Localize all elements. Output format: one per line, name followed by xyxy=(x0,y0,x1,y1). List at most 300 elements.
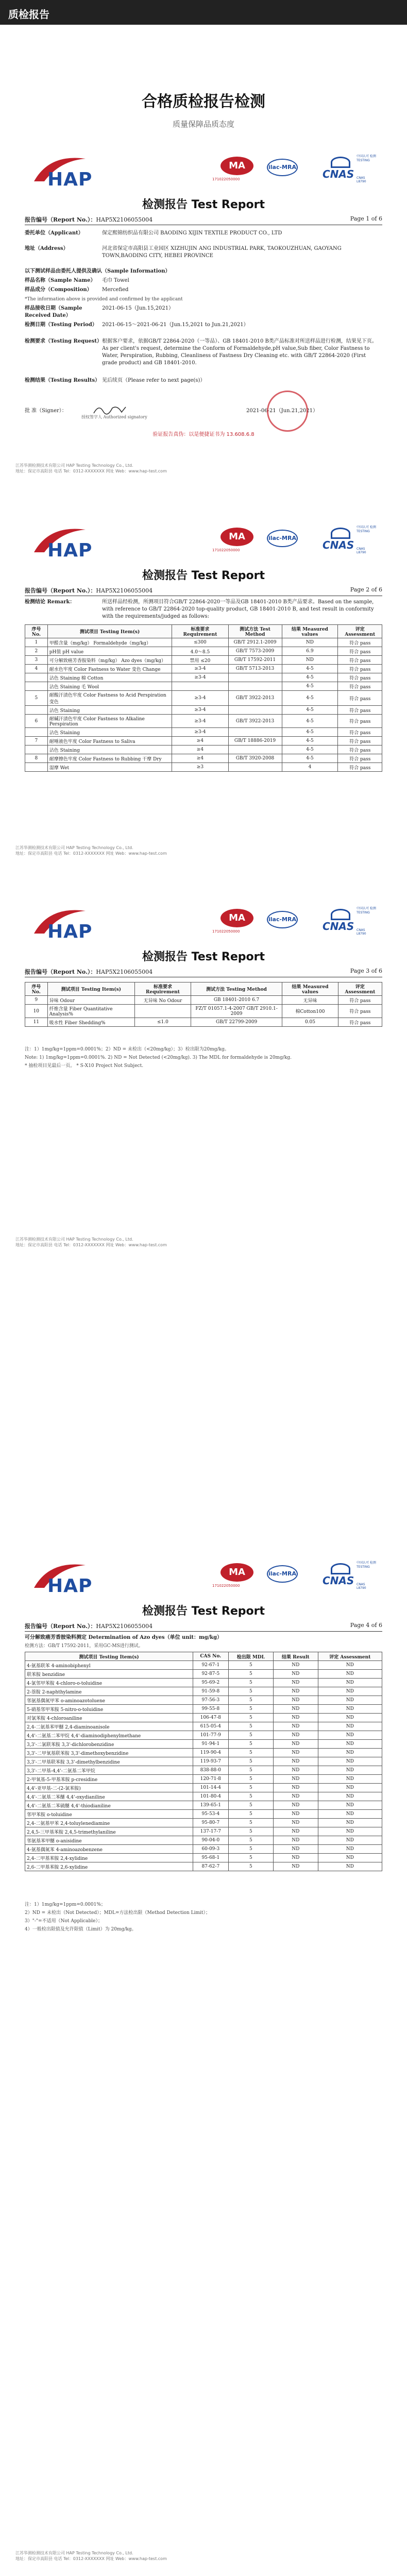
ma-logo: MA xyxy=(221,909,253,927)
table-row xyxy=(25,1801,382,1810)
table-cell: 4-5 xyxy=(282,682,338,691)
table-row xyxy=(25,737,382,745)
table-cell: 耐水色牢度 Color Fastness to Water 变色 Change xyxy=(47,665,172,673)
table-cell: ND xyxy=(318,1792,382,1801)
page-footer-1: 江苏华测检测技术有限公司 HAP Testing Technology Co., Ltd. 地址：保定市高阳县 电话 Tel：0312-XXXXXXX 网址 Web：www.hap-test.com xyxy=(15,463,167,473)
table-cell: 棉Cotton100 xyxy=(282,1005,338,1018)
table-cell: 5 xyxy=(228,1714,273,1722)
logo-row: HAP MA 171022050000 ilac-MRA CNAS 中国认可 检测 TESTING CNAS L8790 xyxy=(25,902,385,943)
table-cell: 符合 pass xyxy=(338,1018,382,1027)
table-cell: 3 xyxy=(25,656,48,665)
table-cell: ≤1.0 xyxy=(135,1018,191,1027)
hap-logo-text: HAP xyxy=(47,169,93,190)
table-cell: 吸水性 Fiber Shedding% xyxy=(47,1018,135,1027)
table-cell: ND xyxy=(318,1731,382,1740)
table-cell: 6.9 xyxy=(282,647,338,656)
table-cell: ND xyxy=(274,1819,318,1827)
table-row xyxy=(25,763,382,772)
cnas-logo xyxy=(313,155,376,183)
table-cell: ND xyxy=(274,1827,318,1836)
table-cell: 90-04-0 xyxy=(193,1836,229,1845)
note-line: Note: 1) 1mg/kg=1ppm=0.0001%. 2) ND = Not Detected (<20mg/kg). 3) The MDL for formaldehyde is 20mg/kg. xyxy=(25,1055,292,1060)
table-cell xyxy=(228,673,282,682)
table-row xyxy=(25,1705,382,1714)
table-cell: 2,6-二甲基苯胺 2,6-xylidine xyxy=(25,1862,193,1871)
table-header-cell: 测试项目 Testing Item(s) xyxy=(47,625,172,638)
table-cell: FZ/T 01057.1-4-2007 GB/T 2910.1-2009 xyxy=(191,1005,282,1018)
table-cell: 5 xyxy=(228,1661,273,1670)
table-cell xyxy=(172,682,228,691)
hap-logo: HAP xyxy=(29,1560,91,1593)
table-cell: ND xyxy=(274,1836,318,1845)
table-cell: 4-5 xyxy=(282,691,338,706)
logo-row: HAP MA 171022050000 ilac-MRA CNAS 中国认可 检测 TESTING CNAS L8790 xyxy=(25,520,385,562)
results-table-cont xyxy=(25,982,382,1027)
table-cell: 2,4-二氨基甲苯 2,4-toluylenediamine xyxy=(25,1819,193,1827)
table-cell xyxy=(228,763,282,772)
table-cell: 2,4,5-三甲基苯胺 2,4,5-trimethylaniline xyxy=(25,1827,193,1836)
table-row xyxy=(25,1862,382,1871)
table-row xyxy=(25,715,382,728)
table-cell: 11 xyxy=(25,1018,48,1027)
table-cell: ND xyxy=(274,1749,318,1757)
table-header-cell: 结果 Measured values xyxy=(282,982,338,996)
method-line: 检测方法：GB/T 17592-2011，采用GC-MS进行测试。 xyxy=(25,1643,143,1649)
table-cell: 95-80-7 xyxy=(193,1819,229,1827)
table-cell xyxy=(228,728,282,737)
azo-table xyxy=(25,1652,382,1871)
report-number: 报告编号（Report No.）：HAP5X2106055004 xyxy=(25,969,153,975)
logo-row xyxy=(25,149,385,191)
report-number: 报告编号（Report No.）：HAP5X2106055004 xyxy=(25,1623,153,1630)
table-row xyxy=(25,1687,382,1696)
table-cell: 5 xyxy=(228,1722,273,1731)
table-cell: 4,4'-亚甲基-二-(2-氯苯胺) xyxy=(25,1784,193,1792)
table-cell: ND xyxy=(318,1670,382,1679)
table-cell: 异味 Odour xyxy=(47,996,135,1005)
table-cell: 符合 pass xyxy=(338,763,382,772)
table-cell: ≥3-4 xyxy=(172,673,228,682)
table-header-cell: 测试项目 Testing Item(s) xyxy=(25,1652,193,1661)
table-cell: 92-67-1 xyxy=(193,1661,229,1670)
report-number: 报告编号（Report No.）：HAP5X2106055004 xyxy=(25,587,153,594)
table-row xyxy=(25,1661,382,1670)
table-cell: 符合 pass xyxy=(338,647,382,656)
table-cell: 5 xyxy=(228,1801,273,1810)
table-cell xyxy=(228,745,282,754)
report-title: 检测报告 Test Report xyxy=(142,951,265,963)
table-cell: 3,3'-二氯联苯胺 3,3'-dichlorobenzidine xyxy=(25,1740,193,1749)
table-cell: GB/T 3922-2013 xyxy=(228,715,282,728)
table-cell: 1 xyxy=(25,638,48,647)
table-cell: 5-硝基邻甲苯胺 5-nitro-o-toluidine xyxy=(25,1705,193,1714)
table-cell: ND xyxy=(274,1731,318,1740)
table-cell: 沾色 Staining 毛 Wool xyxy=(47,682,172,691)
signer-title: 授权签字人 Authorized signatory xyxy=(81,415,147,419)
table-cell: 5 xyxy=(228,1731,273,1740)
table-cell: 符合 pass xyxy=(338,691,382,706)
table-cell: ND xyxy=(274,1687,318,1696)
table-cell: 符合 pass xyxy=(338,754,382,763)
table-cell: ND xyxy=(318,1714,382,1722)
table-cell: 沾色 Staining xyxy=(47,728,172,737)
table-cell: 2-甲氧基-5-甲基苯胺 p-cresidine xyxy=(25,1775,193,1784)
table-cell: 邻氨基偶氮甲苯 o-aminoazotoluene xyxy=(25,1696,193,1705)
table-cell: 101-80-4 xyxy=(193,1792,229,1801)
report-page-2 xyxy=(9,515,398,845)
table-cell: 符合 pass xyxy=(338,1005,382,1018)
table-cell: 耐碱汗渍色牢度 Color Fastness to Alkaline Perspiration xyxy=(47,715,172,728)
table-cell: 沾色 Staining xyxy=(47,745,172,754)
seal-stamp xyxy=(267,391,308,432)
section-title: 可分解致癌芳香胺染料测定 Determination of Azo dyes（单位 unit：mg/kg） xyxy=(25,1635,223,1640)
table-row xyxy=(25,656,382,665)
table-row xyxy=(25,1784,382,1792)
table-cell: GB 18401-2010 6.7 xyxy=(191,996,282,1005)
table-cell: 615-05-4 xyxy=(193,1722,229,1731)
table-row xyxy=(25,1696,382,1705)
ilac-logo: ilac-MRA xyxy=(267,911,298,928)
table-cell xyxy=(25,682,48,691)
table-cell: 5 xyxy=(228,1827,273,1836)
table-cell: ND xyxy=(318,1775,382,1784)
table-cell xyxy=(135,1005,191,1018)
table-cell: 101-14-4 xyxy=(193,1784,229,1792)
table-cell: 5 xyxy=(228,1679,273,1687)
table-cell: 0.05 xyxy=(282,1018,338,1027)
note-line: 3）"-"=不适用（Not Applicable）； xyxy=(25,1919,103,1924)
table-cell: 邻氨基苯甲醚 o-anisidine xyxy=(25,1836,193,1845)
table-cell: 92-87-5 xyxy=(193,1670,229,1679)
table-cell: GB/T 2912.1-2009 xyxy=(228,638,282,647)
cnas-arc-icon xyxy=(331,909,350,920)
table-cell: ≥3 xyxy=(172,763,228,772)
table-row xyxy=(25,1792,382,1801)
table-cell: 4-5 xyxy=(282,673,338,682)
table-cell: ND xyxy=(274,1766,318,1775)
table-row xyxy=(25,691,382,706)
table-row xyxy=(25,1854,382,1862)
table-cell: 2 xyxy=(25,647,48,656)
table-row xyxy=(25,1819,382,1827)
table-cell: ND xyxy=(274,1714,318,1722)
table-cell: 97-56-3 xyxy=(193,1696,229,1705)
table-cell: 符合 pass xyxy=(338,728,382,737)
table-cell xyxy=(25,728,48,737)
page-number: Page 4 of 6 xyxy=(350,1622,382,1629)
logo-row: HAP MA 171022050000 ilac-MRA CNAS 中国认可 检测 TESTING CNAS L8790 xyxy=(25,1556,385,1597)
table-cell xyxy=(25,706,48,715)
report-page-4 xyxy=(9,1551,398,2092)
table-cell: 5 xyxy=(228,1854,273,1862)
table-cell: 5 xyxy=(25,691,48,706)
note-line: 注：1）1mg/kg=1ppm=0.0001%； xyxy=(25,1902,106,1907)
table-cell: 2-萘胺 2-naphthylamine xyxy=(25,1687,193,1696)
table-cell: ND xyxy=(274,1792,318,1801)
table-cell: 4-5 xyxy=(282,665,338,673)
table-cell: 符合 pass xyxy=(338,682,382,691)
table-cell: 5 xyxy=(228,1705,273,1714)
table-cell: 91-59-8 xyxy=(193,1687,229,1696)
kv-testing-results: 检测结果（Testing Results） 见后续页（Please refer to next page(s)） xyxy=(25,378,206,383)
cnas-logo: CNAS 中国认可 检测 TESTING CNAS L8790 xyxy=(323,907,376,936)
kv-address: 地址（Address） 河北省保定市高阳县工业园区 XIZHUJIN ANG INDUSTRIAL PARK, TAOKOUZHUAN, GAOYANG TOWN,BAODING CITY, HEBEI PROVINCE xyxy=(25,246,342,259)
note-line: 2）ND = 未检出（Not Detected）；MDL=方法检出限（Method Detection Limit）； xyxy=(25,1910,211,1916)
divider xyxy=(25,1631,382,1632)
table-row xyxy=(25,1749,382,1757)
table-cell: 5 xyxy=(228,1792,273,1801)
table-cell: 2,4-二甲基苯胺 2,4-xylidine xyxy=(25,1854,193,1862)
table-cell: ≤300 xyxy=(172,638,228,647)
cnas-side-text: 中国认可 检测 TESTING xyxy=(357,155,376,162)
table-cell: 5 xyxy=(228,1749,273,1757)
table-row xyxy=(25,754,382,763)
table-cell: 3,3'-二甲基联苯胺 3,3'-dimethylbenzidine xyxy=(25,1757,193,1766)
table-cell: 6 xyxy=(25,715,48,728)
table-cell: 符合 pass xyxy=(338,638,382,647)
table-cell: 4-氨基联苯 4-aminobiphenyl xyxy=(25,1661,193,1670)
table-cell: 87-62-7 xyxy=(193,1862,229,1871)
table-cell: ND xyxy=(318,1705,382,1714)
table-cell: 4-5 xyxy=(282,754,338,763)
table-cell: ND xyxy=(282,656,338,665)
table-header-row xyxy=(25,1652,382,1661)
cnas-logo-text: CNAS xyxy=(323,168,354,180)
table-cell xyxy=(228,706,282,715)
page-number: Page 2 of 6 xyxy=(350,586,382,593)
table-cell: 119-93-7 xyxy=(193,1757,229,1766)
table-cell: 联苯胺 benzidine xyxy=(25,1670,193,1679)
report-title: 检测报告 Test Report xyxy=(142,569,265,582)
table-cell: 耐唾液色牢度 Color Fastness to Saliva xyxy=(47,737,172,745)
table-cell xyxy=(25,673,48,682)
table-cell: 119-90-4 xyxy=(193,1749,229,1757)
table-header-row xyxy=(25,982,382,996)
table-cell: pH值 pH value xyxy=(47,647,172,656)
table-header-cell: CAS No. xyxy=(193,1652,229,1661)
table-cell: 纤维含量 Fiber Quantitative Analysis% xyxy=(47,1005,135,1018)
note-line: * 抽检项目见最后一页。 * S-X10 Project Not Subject. xyxy=(25,1063,144,1069)
table-header-cell: 检出限 MDL xyxy=(228,1652,273,1661)
table-cell: ND xyxy=(274,1801,318,1810)
table-cell: 4.0～8.5 xyxy=(172,647,228,656)
table-cell: 120-71-8 xyxy=(193,1775,229,1784)
table-cell: 5 xyxy=(228,1757,273,1766)
table-cell: ND xyxy=(318,1766,382,1775)
page-footer-2: 江苏华测检测技术有限公司 HAP Testing Technology Co., Ltd. 地址：保定市高阳县 电话 Tel：0312-XXXXXXX 网址 Web：www.hap-test.com xyxy=(15,845,167,856)
table-cell: ND xyxy=(274,1722,318,1731)
table-cell: 5 xyxy=(228,1740,273,1749)
table-cell: ND xyxy=(274,1810,318,1819)
table-row xyxy=(25,638,382,647)
note-line: 注：1）1mg/kg=1ppm=0.0001%；2）ND = 未检出（<20mg/kg）；3）检出限为20mg/kg。 xyxy=(25,1047,229,1052)
note-line: 4）一般检出限值及允许限值（Limit）为 20mg/kg。 xyxy=(25,1927,137,1932)
ilac-logo: ilac-MRA xyxy=(267,530,298,547)
table-header-cell: 结果 Measured values xyxy=(282,625,338,638)
table-row xyxy=(25,1670,382,1679)
report-page-3 xyxy=(9,896,398,1185)
table-cell: 4-5 xyxy=(282,737,338,745)
kv-note: *The information above is provided and confirmed by the applicant xyxy=(25,297,183,302)
table-cell: 10 xyxy=(25,1005,48,1018)
table-cell: 5 xyxy=(228,1845,273,1854)
table-cell: 3,3'-二甲基-4,4'-二氨基二苯甲烷 xyxy=(25,1766,193,1775)
table-row xyxy=(25,1775,382,1784)
table-row xyxy=(25,1836,382,1845)
cnas-arc-icon xyxy=(331,1563,350,1574)
table-cell: 9 xyxy=(25,996,48,1005)
cnas-arc-icon xyxy=(331,157,350,168)
hap-logo: HAP xyxy=(29,524,91,557)
table-cell: 符合 pass xyxy=(338,745,382,754)
cnas-logo: CNAS 中国认可 检测 TESTING CNAS L8790 xyxy=(323,1561,376,1590)
table-header-cell: 标准要求 Requirement xyxy=(172,625,228,638)
table-header-cell: 测试项目 Testing Item(s) xyxy=(47,982,135,996)
table-cell: ND xyxy=(318,1845,382,1854)
table-cell: ND xyxy=(318,1679,382,1687)
page-number: Page 1 of 6 xyxy=(350,215,382,222)
table-header-cell: 测试方法 Testing Method xyxy=(191,982,282,996)
table-cell: 符合 pass xyxy=(338,715,382,728)
table-cell: ND xyxy=(274,1670,318,1679)
table-cell: 可分解致癌芳香胺染料（mg/kg） Azo dyes（mg/kg） xyxy=(47,656,172,665)
table-cell: ND xyxy=(274,1757,318,1766)
table-cell: 91-94-1 xyxy=(193,1740,229,1749)
kv-sample-info: 以下测试样品由委托人提供及确认（Sample Information） xyxy=(25,268,171,274)
table-cell: ND xyxy=(318,1740,382,1749)
table-cell: 5 xyxy=(228,1819,273,1827)
table-cell: ND xyxy=(274,1854,318,1862)
table-cell xyxy=(25,745,48,754)
table-cell: 符合 pass xyxy=(338,673,382,682)
table-row xyxy=(25,1757,382,1766)
table-cell: 对氯苯胺 4-chloroaniline xyxy=(25,1714,193,1722)
table-cell: ND xyxy=(318,1862,382,1871)
table-cell: 5 xyxy=(228,1862,273,1871)
table-cell: ND xyxy=(318,1784,382,1792)
report-title: 检测报告 Test Report xyxy=(142,1605,265,1618)
table-cell: ND xyxy=(318,1757,382,1766)
table-cell: ND xyxy=(274,1661,318,1670)
table-header-cell: 序号 No. xyxy=(25,625,48,638)
table-cell: ND xyxy=(274,1705,318,1714)
table-row xyxy=(25,1018,382,1027)
table-row xyxy=(25,745,382,754)
table-header-row xyxy=(25,625,382,638)
hap-logo xyxy=(29,154,93,190)
verify-link[interactable]: 验证报告真伪：以是便捷证书为 13.608.6.8 xyxy=(152,432,255,437)
report-title: 检测报告 Test Report xyxy=(142,198,265,211)
table-cell: 5 xyxy=(228,1766,273,1775)
table-cell: 符合 pass xyxy=(338,665,382,673)
table-cell: 3,3'-二甲氧基联苯胺 3,3'-dimethoxybenzidine xyxy=(25,1749,193,1757)
table-cell: 4-氯邻甲苯胺 4-chloro-o-toluidine xyxy=(25,1679,193,1687)
table-cell: 4-5 xyxy=(282,706,338,715)
kv-testing-request: 检测要求（Testing Request） 根据客户要求，依据GB/T 22864-2020（一等品）、GB 18401-2010 B类产品标准对所送样品进行检测，结果见下页。As per client's request, determine the Conform of Formaldehyde,pH value,Sub fiber, Color Fastness to Water, Perspiration, Rubbing, Cleanliness of Fastness Dry Cleaning etc. with GB/T 22864-2020 (First grade product) and GB 18401-2010. xyxy=(25,338,377,366)
table-cell: 5 xyxy=(228,1784,273,1792)
table-cell: ≥3-4 xyxy=(172,706,228,715)
ma-number: 171022050000 xyxy=(212,177,240,181)
table-cell: 湿摩 Wet xyxy=(47,763,172,772)
table-row xyxy=(25,1679,382,1687)
table-cell: ND xyxy=(274,1784,318,1792)
table-header-cell: 评定 Assessment xyxy=(318,1652,382,1661)
table-cell: ND xyxy=(274,1696,318,1705)
report-page-1 xyxy=(9,144,398,448)
table-cell: 沾色 Staining xyxy=(47,706,172,715)
table-cell: 4-5 xyxy=(282,715,338,728)
table-cell: ≥4 xyxy=(172,745,228,754)
table-cell: GB/T 3920-2008 xyxy=(228,754,282,763)
table-cell: 95-53-4 xyxy=(193,1810,229,1819)
header-title: 质检报告 xyxy=(8,8,49,21)
table-cell: ≥3-4 xyxy=(172,665,228,673)
table-cell: 禁用 ≤20 xyxy=(172,656,228,665)
table-cell: 99-55-8 xyxy=(193,1705,229,1714)
table-cell: ≥3-4 xyxy=(172,728,228,737)
table-row xyxy=(25,682,382,691)
remark: 检测结论 Remark： 所送样品经检测，所测项目符合GB/T 22864-2020一等品及GB 18401-2010 B类产品要求。Based on the sample, with reference to GB/T 22864-2020 top-quality product, GB 18401-2010 B, and test result in conformity with the requirements/judged as follows: xyxy=(25,599,374,619)
table-header-cell: 评定 Assessment xyxy=(338,625,382,638)
cnas-logo: CNAS 中国认可 检测 TESTING CNAS L8790 xyxy=(323,526,376,554)
kv-sample-name: 样品名称（Sample Name） 毛巾 Towel xyxy=(25,278,129,283)
signer-label: 批 准（Signer）： xyxy=(25,408,67,414)
table-cell: GB/T 3922-2013 xyxy=(228,691,282,706)
table-row xyxy=(25,728,382,737)
table-cell: 符合 pass xyxy=(338,737,382,745)
table-cell: 8 xyxy=(25,754,48,763)
table-row xyxy=(25,647,382,656)
table-cell: 5 xyxy=(228,1670,273,1679)
table-cell: ≥4 xyxy=(172,754,228,763)
table-cell: 符合 pass xyxy=(338,656,382,665)
table-cell: ND xyxy=(318,1810,382,1819)
table-cell: 5 xyxy=(228,1696,273,1705)
table-cell: 甲醛含量（mg/kg） Formaldehyde（mg/kg） xyxy=(47,638,172,647)
table-cell: GB/T 18886-2019 xyxy=(228,737,282,745)
table-cell: 符合 pass xyxy=(338,996,382,1005)
table-row xyxy=(25,706,382,715)
kv-composition: 样品成分（Composition） Mercefied xyxy=(25,287,129,293)
table-cell: 95-68-1 xyxy=(193,1854,229,1862)
table-cell: 5 xyxy=(228,1687,273,1696)
table-row xyxy=(25,996,382,1005)
table-cell: 60-09-3 xyxy=(193,1845,229,1854)
table-cell: ND xyxy=(318,1696,382,1705)
table-header-cell: 序号 No. xyxy=(25,982,48,996)
signer-block xyxy=(25,406,382,425)
ilac-logo: ilac-MRA xyxy=(267,1565,298,1583)
table-cell: GB/T 5713-2013 xyxy=(228,665,282,673)
table-cell: ND xyxy=(318,1687,382,1696)
table-cell: 4,4'-二氨基二苯醚 4,4'-oxydianiline xyxy=(25,1792,193,1801)
table-cell: 101-77-9 xyxy=(193,1731,229,1740)
table-cell: 5 xyxy=(228,1836,273,1845)
table-header-cell: 测试方法 Test Method xyxy=(228,625,282,638)
table-cell: ND xyxy=(318,1819,382,1827)
sign-date: 2021-06-21（Jun.21,2021） xyxy=(246,408,318,414)
ma-logo: MA xyxy=(221,1563,253,1582)
header-bar xyxy=(0,0,407,25)
table-cell xyxy=(228,682,282,691)
table-cell: ND xyxy=(274,1775,318,1784)
table-cell: ND xyxy=(282,638,338,647)
table-row xyxy=(25,1740,382,1749)
table-row xyxy=(25,1714,382,1722)
page-footer-4: 江苏华测检测技术有限公司 HAP Testing Technology Co., Ltd. 地址：保定市高阳县 电话 Tel：0312-XXXXXXX 网址 Web：www.hap-test.com xyxy=(15,2551,167,2561)
cnas-number: CNAS L8790 xyxy=(357,176,366,183)
page-number: Page 3 of 6 xyxy=(350,968,382,974)
